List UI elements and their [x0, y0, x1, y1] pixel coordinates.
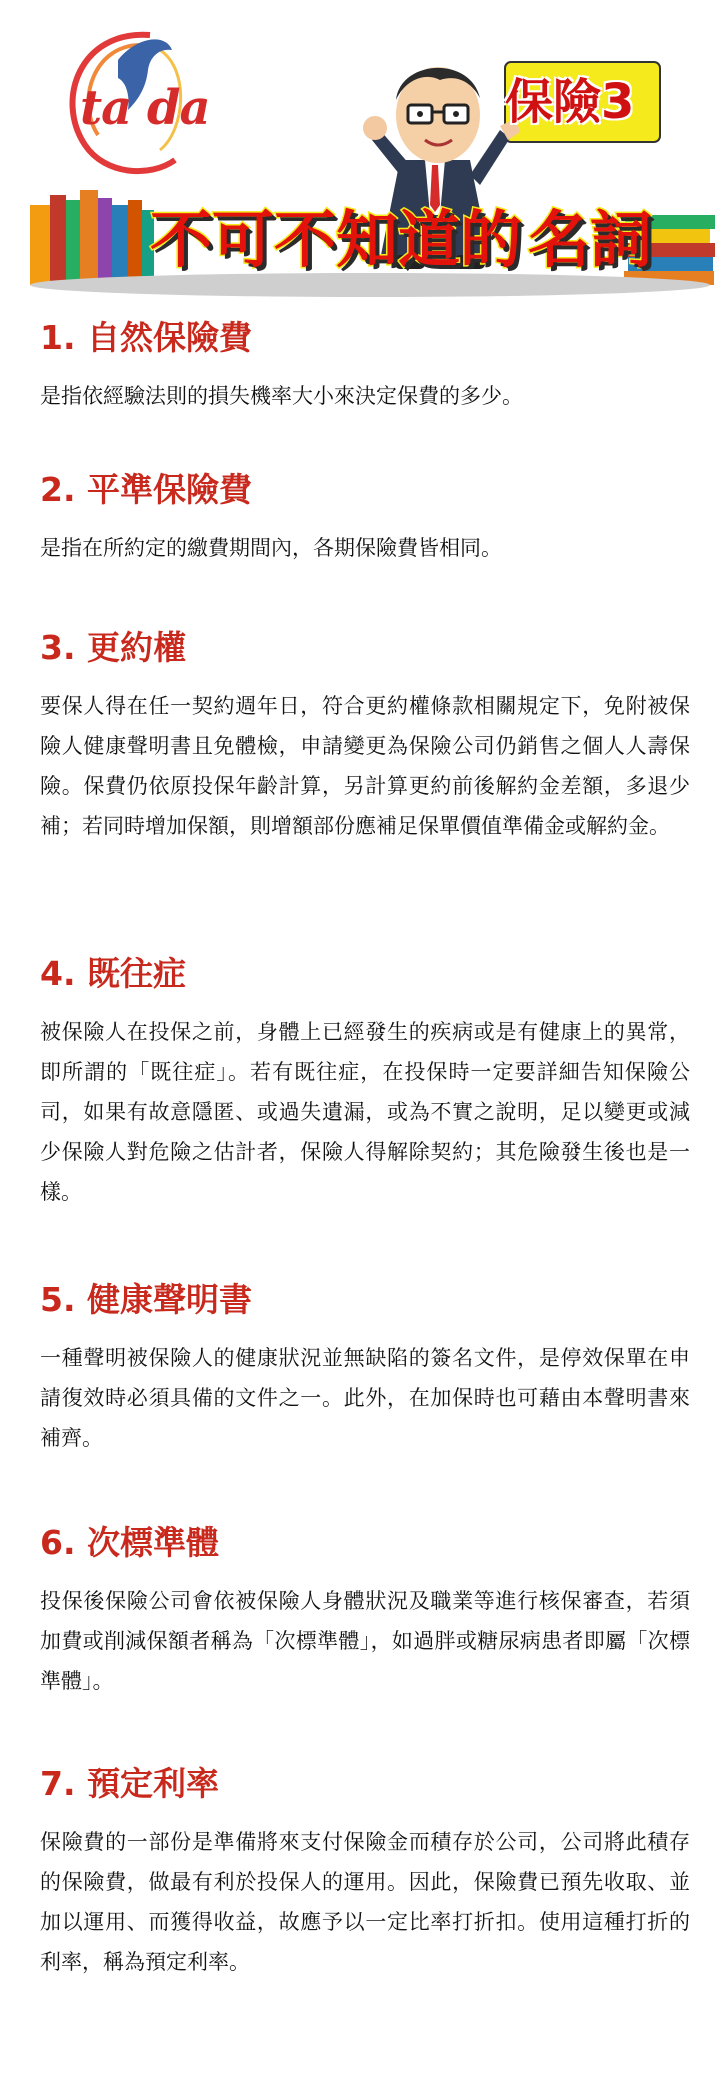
term-body: 是指在所約定的繳費期間內，各期保險費皆相同。 — [40, 536, 502, 560]
term-item — [40, 628, 690, 846]
term-body: 保險費的一部份是準備將來支付保險金而積存於公司，公司將此積存的保險費，做最有利於投保人的運用。因此，保險費已預先收取、並加以運用、而獲得收益，故應予以一定比率打折扣。使用這種打折的利率，稱為預定利率。 — [40, 1830, 690, 1974]
term-item — [40, 954, 690, 1212]
term-item — [40, 1280, 690, 1458]
logo-text: ta da — [80, 80, 210, 136]
term-body: 被保險人在投保之前，身體上已經發生的疾病或是有健康上的異常，即所謂的「既往症」。若有既往症，在投保時一定要詳細告知保險公司，如果有故意隱匿、或過失遺漏，或為不實之說明，足以變更或減少保險人對危險之估計者，保險人得解除契約；其危險發生後也是一樣。 — [40, 1020, 690, 1204]
header-banner — [0, 0, 720, 300]
term-body: 要保人得在任一契約週年日，符合更約權條款相關規定下，免附被保險人健康聲明書且免體檢，申請變更為保險公司仍銷售之個人人壽保險。保費仍依原投保年齡計算，另計算更約前後解約金差額，多退少補；若同時增加保額，則增額部份應補足保單價值準備金或解約金。 — [40, 694, 690, 838]
banner-title-left: 不可不知道的 — [150, 203, 523, 276]
term-body: 投保後保險公司會依被保險人身體狀況及職業等進行核保審查，若須加費或削減保額者稱為「次標準體」，如過胖或糖尿病患者即屬「次標準體」。 — [40, 1589, 690, 1693]
term-body: 一種聲明被保險人的健康狀況並無缺陷的簽名文件，是停效保單在申請復效時必須具備的文件之一。此外，在加保時也可藉由本聲明書來補齊。 — [40, 1346, 690, 1450]
banner-title-right: 名詞 — [528, 203, 653, 276]
term-heading: 1. 自然保險費 — [40, 318, 252, 357]
term-body: 是指依經驗法則的損失機率大小來決定保費的多少。 — [40, 384, 523, 408]
term-heading: 4. 既往症 — [40, 954, 186, 993]
term-item — [40, 1523, 690, 1701]
books-left-icon — [30, 190, 154, 285]
term-item — [40, 470, 690, 568]
term-item — [40, 1764, 690, 1982]
term-heading: 5. 健康聲明書 — [40, 1280, 252, 1319]
term-heading: 3. 更約權 — [40, 628, 186, 667]
badge-text: 保險3 — [505, 74, 635, 130]
term-heading: 2. 平準保險費 — [40, 470, 252, 509]
term-heading: 6. 次標準體 — [40, 1523, 219, 1562]
term-heading: 7. 預定利率 — [40, 1764, 219, 1803]
term-item — [40, 318, 690, 416]
